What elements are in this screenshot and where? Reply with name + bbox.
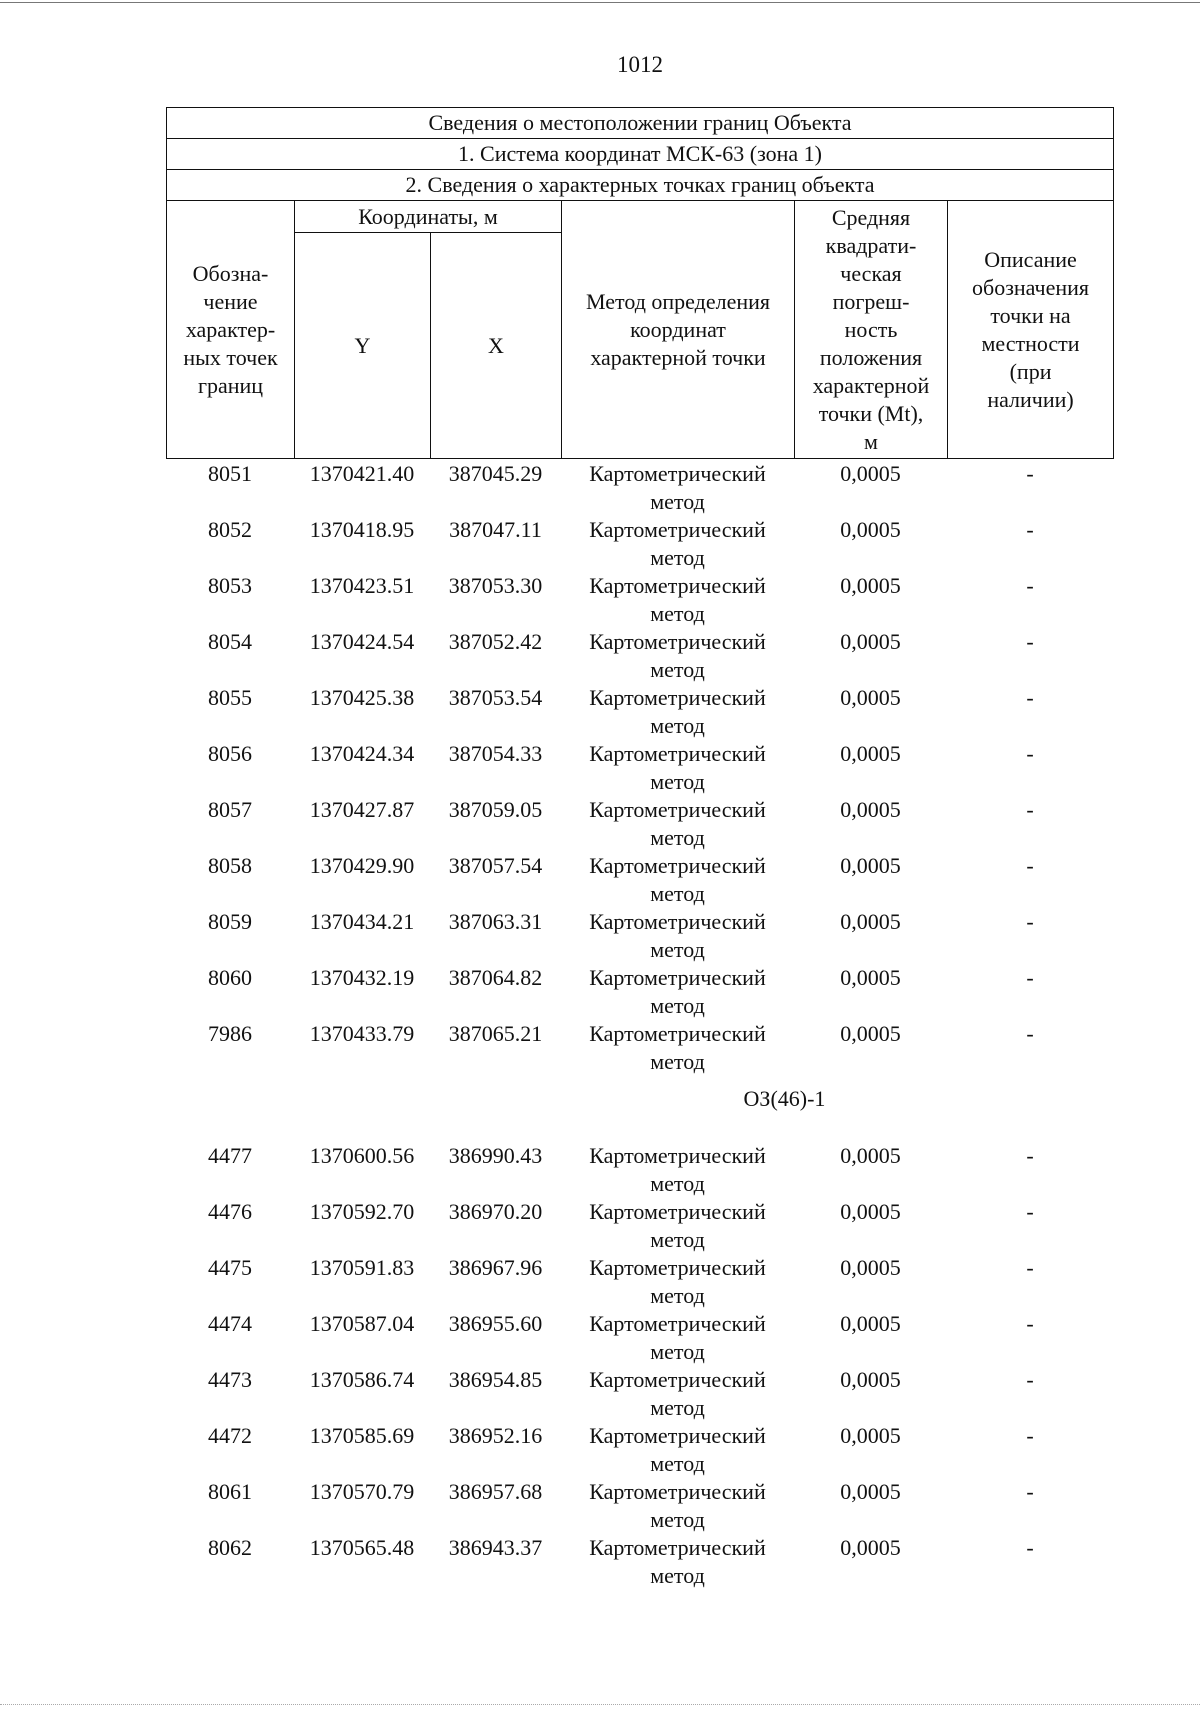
- point-id: 8061: [208, 1479, 252, 1504]
- group-label: ОЗ(46)-1: [743, 1086, 826, 1111]
- table-row: [166, 1422, 1113, 1478]
- coordinate-y: 1370418.95: [309, 517, 415, 542]
- table-row: [166, 796, 1113, 852]
- description: -: [1026, 797, 1034, 822]
- table-row: [166, 908, 1113, 964]
- table-row: [166, 1310, 1113, 1366]
- point-id: 8057: [208, 797, 252, 822]
- coordinate-x: 387065.21: [448, 1021, 543, 1046]
- point-id: 4475: [208, 1255, 252, 1280]
- description: -: [1026, 853, 1034, 878]
- description: -: [1026, 1255, 1034, 1280]
- coordinate-x: 387059.05: [448, 797, 543, 822]
- coordinate-x: 386952.16: [448, 1423, 543, 1448]
- coordinate-x: 387053.30: [448, 573, 543, 598]
- method: Картометрический метод: [589, 461, 766, 514]
- description: -: [1026, 517, 1034, 542]
- method: Картометрический метод: [589, 1423, 766, 1476]
- point-id: 8052: [208, 517, 252, 542]
- coordinate-y: 1370586.74: [309, 1367, 415, 1392]
- table-row: [166, 1254, 1113, 1310]
- coordinate-x: 386957.68: [448, 1479, 543, 1504]
- table-row: [166, 964, 1113, 1020]
- method: Картометрический метод: [589, 1367, 766, 1420]
- bottom-rule: [0, 1704, 1200, 1705]
- table-row: [166, 516, 1113, 572]
- point-id: 4474: [208, 1311, 252, 1336]
- point-id: 4472: [208, 1423, 252, 1448]
- point-id: 4476: [208, 1199, 252, 1224]
- description: -: [1026, 741, 1034, 766]
- method: Картометрический метод: [589, 1199, 766, 1252]
- error-value: 0,0005: [840, 1311, 901, 1336]
- method: Картометрический метод: [589, 1535, 766, 1588]
- point-id: 8051: [208, 461, 252, 486]
- table-row: [166, 1366, 1113, 1422]
- point-id: 8062: [208, 1535, 252, 1560]
- col-header-method: Метод определения координат характерной точки: [562, 201, 795, 459]
- method: Картометрический метод: [589, 965, 766, 1018]
- table-row: [166, 852, 1113, 908]
- coordinate-y: 1370433.79: [309, 1021, 415, 1046]
- coordinate-y: 1370421.40: [309, 461, 415, 486]
- table-row: [166, 684, 1113, 740]
- point-id: 8059: [208, 909, 252, 934]
- coordinate-y: 1370565.48: [309, 1535, 415, 1560]
- description: -: [1026, 965, 1034, 990]
- error-value: 0,0005: [840, 517, 901, 542]
- coordinate-y: 1370425.38: [309, 685, 415, 710]
- col-header-error: Средняя квадрати- ческая погреш- ность положения характерной точки (Mt), м: [795, 201, 948, 459]
- error-value: 0,0005: [840, 1255, 901, 1280]
- method: Картометрический метод: [589, 1311, 766, 1364]
- description: -: [1026, 461, 1034, 486]
- coordinate-y: 1370424.34: [309, 741, 415, 766]
- error-value: 0,0005: [840, 1199, 901, 1224]
- top-rule: [0, 2, 1200, 3]
- table-row: [166, 1478, 1113, 1534]
- method: Картометрический метод: [589, 629, 766, 682]
- method: Картометрический метод: [589, 909, 766, 962]
- error-value: 0,0005: [840, 1021, 901, 1046]
- point-id: 8055: [208, 685, 252, 710]
- table-row: [166, 1142, 1113, 1198]
- table-title: Сведения о местоположении границ Объекта: [167, 108, 1114, 139]
- coordinate-x: 386955.60: [448, 1311, 543, 1336]
- coordinate-x: 387063.31: [448, 909, 543, 934]
- error-value: 0,0005: [840, 965, 901, 990]
- error-value: 0,0005: [840, 797, 901, 822]
- coordinate-y: 1370587.04: [309, 1311, 415, 1336]
- error-value: 0,0005: [840, 853, 901, 878]
- method: Картометрический метод: [589, 1479, 766, 1532]
- error-value: 0,0005: [840, 573, 901, 598]
- coordinate-x: 387053.54: [448, 685, 543, 710]
- coordinate-y: 1370424.54: [309, 629, 415, 654]
- point-id: 8058: [208, 853, 252, 878]
- error-value: 0,0005: [840, 461, 901, 486]
- page-number: 1012: [617, 52, 663, 77]
- col-header-y: Y: [295, 233, 431, 459]
- method: Картометрический метод: [589, 853, 766, 906]
- coordinate-x: 386954.85: [448, 1367, 543, 1392]
- header-table: [166, 107, 1114, 459]
- table-row: [166, 1534, 1113, 1590]
- table-row: [166, 1020, 1113, 1076]
- method: Картометрический метод: [589, 1021, 766, 1074]
- col-header-x: X: [431, 233, 562, 459]
- description: -: [1026, 1021, 1034, 1046]
- coordinate-x: 387064.82: [448, 965, 543, 990]
- coordinate-system: 1. Система координат МСК-63 (зона 1): [167, 139, 1114, 170]
- description: -: [1026, 1143, 1034, 1168]
- coordinate-x: 386967.96: [448, 1255, 543, 1280]
- description: -: [1026, 573, 1034, 598]
- coordinate-y: 1370427.87: [309, 797, 415, 822]
- col-header-id: Обозна- чение характер- ных точек границ: [167, 201, 295, 459]
- section-title: 2. Сведения о характерных точках границ объекта: [167, 170, 1114, 201]
- error-value: 0,0005: [840, 685, 901, 710]
- description: -: [1026, 1367, 1034, 1392]
- error-value: 0,0005: [840, 1367, 901, 1392]
- description: -: [1026, 1535, 1034, 1560]
- coordinate-y: 1370570.79: [309, 1479, 415, 1504]
- method: Картометрический метод: [589, 573, 766, 626]
- point-id: 8053: [208, 573, 252, 598]
- coordinate-y: 1370585.69: [309, 1423, 415, 1448]
- coordinate-x: 387052.42: [448, 629, 543, 654]
- error-value: 0,0005: [840, 741, 901, 766]
- description: -: [1026, 1479, 1034, 1504]
- method: Картометрический метод: [589, 517, 766, 570]
- error-value: 0,0005: [840, 1423, 901, 1448]
- col-header-coordinates: Координаты, м: [295, 201, 562, 233]
- point-id: 4473: [208, 1367, 252, 1392]
- description: -: [1026, 685, 1034, 710]
- point-id: 8054: [208, 629, 252, 654]
- method: Картометрический метод: [589, 1255, 766, 1308]
- coordinate-y: 1370434.21: [309, 909, 415, 934]
- error-value: 0,0005: [840, 1479, 901, 1504]
- coordinate-x: 387057.54: [448, 853, 543, 878]
- error-value: 0,0005: [840, 1143, 901, 1168]
- error-value: 0,0005: [840, 1535, 901, 1560]
- method: Картометрический метод: [589, 1143, 766, 1196]
- description: -: [1026, 1311, 1034, 1336]
- points-list: [166, 460, 1113, 1590]
- error-value: 0,0005: [840, 629, 901, 654]
- error-value: 0,0005: [840, 909, 901, 934]
- table-row: [166, 740, 1113, 796]
- table-row: [166, 460, 1113, 516]
- coordinate-y: 1370432.19: [309, 965, 415, 990]
- coordinate-y: 1370423.51: [309, 573, 415, 598]
- point-id: 8060: [208, 965, 252, 990]
- coordinate-x: 387047.11: [449, 517, 542, 542]
- table-row: [166, 1198, 1113, 1254]
- coordinate-x: 386990.43: [448, 1143, 543, 1168]
- coordinate-y: 1370592.70: [309, 1199, 415, 1224]
- point-id: 7986: [208, 1021, 252, 1046]
- col-header-description: Описание обозначения точки на местности (при наличии): [948, 201, 1114, 459]
- coordinate-y: 1370600.56: [309, 1143, 415, 1168]
- coordinate-x: 386970.20: [448, 1199, 543, 1224]
- description: -: [1026, 909, 1034, 934]
- method: Картометрический метод: [589, 797, 766, 850]
- coordinate-y: 1370429.90: [309, 853, 415, 878]
- coordinate-x: 387045.29: [448, 461, 543, 486]
- method: Картометрический метод: [589, 741, 766, 794]
- description: -: [1026, 1423, 1034, 1448]
- coordinate-y: 1370591.83: [309, 1255, 415, 1280]
- description: -: [1026, 629, 1034, 654]
- coordinate-x: 386943.37: [448, 1535, 543, 1560]
- point-id: 8056: [208, 741, 252, 766]
- point-id: 4477: [208, 1143, 252, 1168]
- table-row: [166, 628, 1113, 684]
- table-row: [166, 572, 1113, 628]
- method: Картометрический метод: [589, 685, 766, 738]
- coordinate-x: 387054.33: [448, 741, 543, 766]
- description: -: [1026, 1199, 1034, 1224]
